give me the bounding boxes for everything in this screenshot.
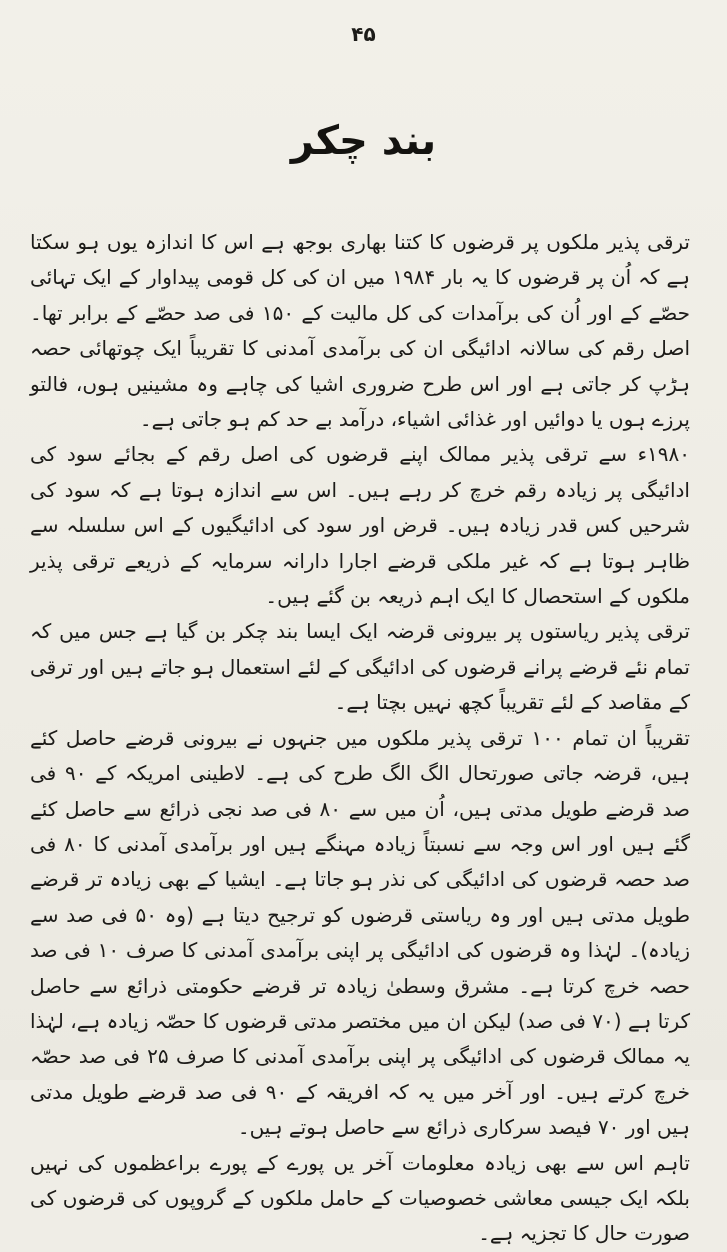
paragraph: ترقی پذیر ریاستوں پر بیرونی قرضہ ایک ایسا بند چکر بن گیا ہے جس میں کہ تمام نئے قرضے پرانے قرضوں کی ادائیگی کے لئے استعمال ہو جاتے ہیں اور ترقی کے مقاصد کے لئے تقریباً کچھ نہیں بچتا ہے۔: [30, 619, 690, 715]
page-number: ۴۵: [351, 22, 376, 46]
paragraph: ۱۹۸۰ء سے ترقی پذیر ممالک اپنے قرضوں کی اصل رقم کے بجائے سود کی ادائیگی پر زیادہ رقم خرچ کر رہے ہیں۔ اس سے اندازہ ہوتا ہے کہ سود کی شرحیں کس قدر زیادہ ہیں۔ قرض اور سود کی ادائیگیوں کے اس سلسلہ سے ظاہر ہوتا ہے کہ غیر ملکی قرضے اجارا دارانہ سرمایہ کے ذریعے ترقی پذیر ملکوں کے استحصال کا ایک اہم ذریعہ بن گئے ہیں۔: [30, 442, 690, 609]
body-text: [30, 225, 690, 1252]
paragraph: تقریباً ان تمام ۱۰۰ ترقی پذیر ملکوں میں جنہوں نے بیرونی قرضے حاصل کئے ہیں، قرضہ جاتی صورتحال الگ الگ طرح کی ہے۔ لاطینی امریکہ کے ۹۰ فی صد قرضے طویل مدتی ہیں، اُن میں سے ۸۰ فی صد نجی ذرائع سے حاصل کئے گئے ہیں اور اس وجہ سے نسبتاً زیادہ مہنگے ہیں اور برآمدی آمدنی کا ۸۰ فی صد حصہ قرضوں کی ادائیگی کی نذر ہو جاتا ہے۔ ایشیا کے بھی زیادہ تر قرضے طویل مدتی ہیں اور وہ ریاستی قرضوں کو ترجیح دیتا ہے (وہ ۵۰ فی صد سے زیادہ)۔ لہٰذا وہ قرضوں کی ادائیگی پر اپنی برآمدی آمدنی کا صرف ۱۰ فی صد حصہ خرچ کرتا ہے۔ مشرق وسطیٰ زیادہ تر قرضے حکومتی ذرائع سے حاصل کرتا ہے (۷۰ فی صد) لیکن ان میں مختصر مدتی قرضوں کا حصّہ زیادہ ہے، لہٰذا یہ ممالک قرضوں کی ادائیگی پر اپنی برآمدی آمدنی کا صرف ۲۵ فی صد حصّہ خرچ کرتے ہیں۔ اور آخر میں یہ کہ افریقہ کے ۹۰ فی صد قرضے طویل مدتی ہیں اور ۷۰ فیصد سرکاری ذرائع سے حاصل ہوتے ہیں۔: [30, 725, 691, 1140]
paragraph: تاہم اس سے بھی زیادہ معلومات آخر یں پورے کے پورے براعظموں کی نہیں بلکہ ایک جیسی معاشی خصوصیات کے حامل ملکوں کے گروپوں کی قرضوں کی صورت حال کا تجزیہ ہے۔: [30, 1150, 690, 1246]
paragraph: ترقی پذیر ملکوں پر قرضوں کا کتنا بھاری بوجھ ہے اس کا اندازہ یوں ہو سکتا ہے کہ اُن پر قرضوں کا یہ بار ۱۹۸۴ میں ان کی کل قومی پیداوار کے ایک تہائی حصّے کے اور اُن کی برآمدات کی کل مالیت کے ۱۵۰ فی صد حصّے کے برابر تھا۔ اصل رقم کی سالانہ ادائیگی ان کی برآمدی آمدنی کا تقریباً ایک چوتھائی حصہ ہڑپ کر جاتی ہے اور اس طرح ضروری اشیا کی چاہے وہ مشینیں ہوں، فالتو پرزے ہوں یا دوائیں اور غذائی اشیاء، درآمد بے حد کم ہو جاتی ہے۔: [30, 230, 690, 432]
chapter-title: بند چکر: [290, 118, 437, 164]
